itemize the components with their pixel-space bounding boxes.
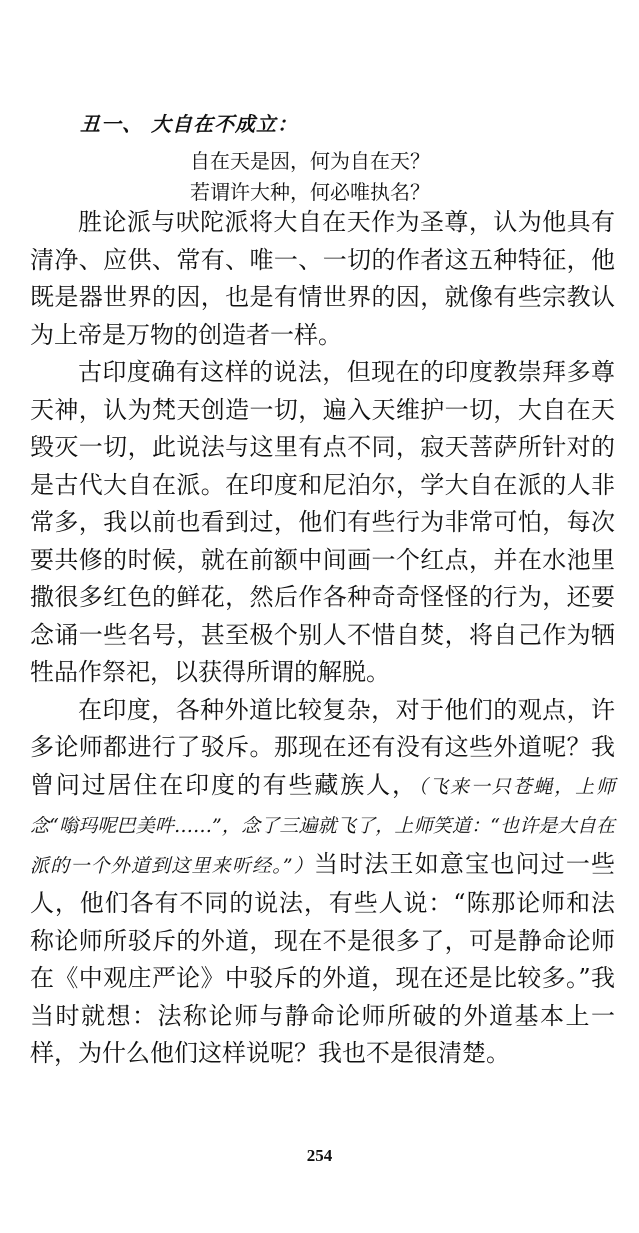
body-text (30, 204, 615, 1073)
teacher-note: （飞来一只苍蝇，上师念“嗡玛呢巴美吽……”，念了三遍就飞了，上师笑道：“也许是大自在派的一个外道到这里来听经。”） (30, 775, 615, 877)
paragraph-3-part-1: 在印度，各种外道比较复杂，对于他们的观点，许多论师都进行了驳斥。那现在还有没有这些外道呢？我曾问过居住在印度的有些藏族人， (30, 695, 615, 799)
verse-line-2: 若谓许大种，何必唯执名？ (190, 180, 430, 204)
paragraph-3-part-2: 当时法王如意宝也问过一些人，他们各有不同的说法，有些人说：“陈那论师和法称论师所驳斥的外道，现在不是很多了，可是静命论师在《中观庄严论》中驳斥的外道，现在还是比较多。”我当时就想：法称论师与静命论师所破的外道基本上一样，为什么他们这样说呢？我也不是很清楚。 (30, 849, 616, 1067)
paragraph-2: 古印度确有这样的说法，但现在的印度教崇拜多尊天神，认为梵天创造一切，遍入天维护一切，大自在天毁灭一切，此说法与这里有点不同，寂天菩萨所针对的是古代大自在派。在印度和尼泊尔，学大自在派的人非常多，我以前也看到过，他们有些行为非常可怕，每次要共修的时候，就在前额中间画一个红点，并在水池里撒很多红色的鲜花，然后作各种奇奇怪怪的行为，还要念诵一些名号，甚至极个别人不惜自焚，将自己作为牺牲品作祭祀，以获得所谓的解脱。 (30, 358, 615, 686)
paragraph-3 (30, 692, 615, 1073)
verse-line-1: 自在天是因，何为自在天？ (190, 149, 430, 173)
section-title: 丑一、 大自在不成立： (80, 112, 298, 136)
paragraph-1: 胜论派与吠陀派将大自在天作为圣尊，认为他具有清净、应供、常有、唯一、一切的作者这五种特征，他既是器世界的因，也是有情世界的因，就像有些宗教认为上帝是万物的创造者一样。 (30, 208, 615, 349)
page-number: 254 (306, 1146, 333, 1165)
